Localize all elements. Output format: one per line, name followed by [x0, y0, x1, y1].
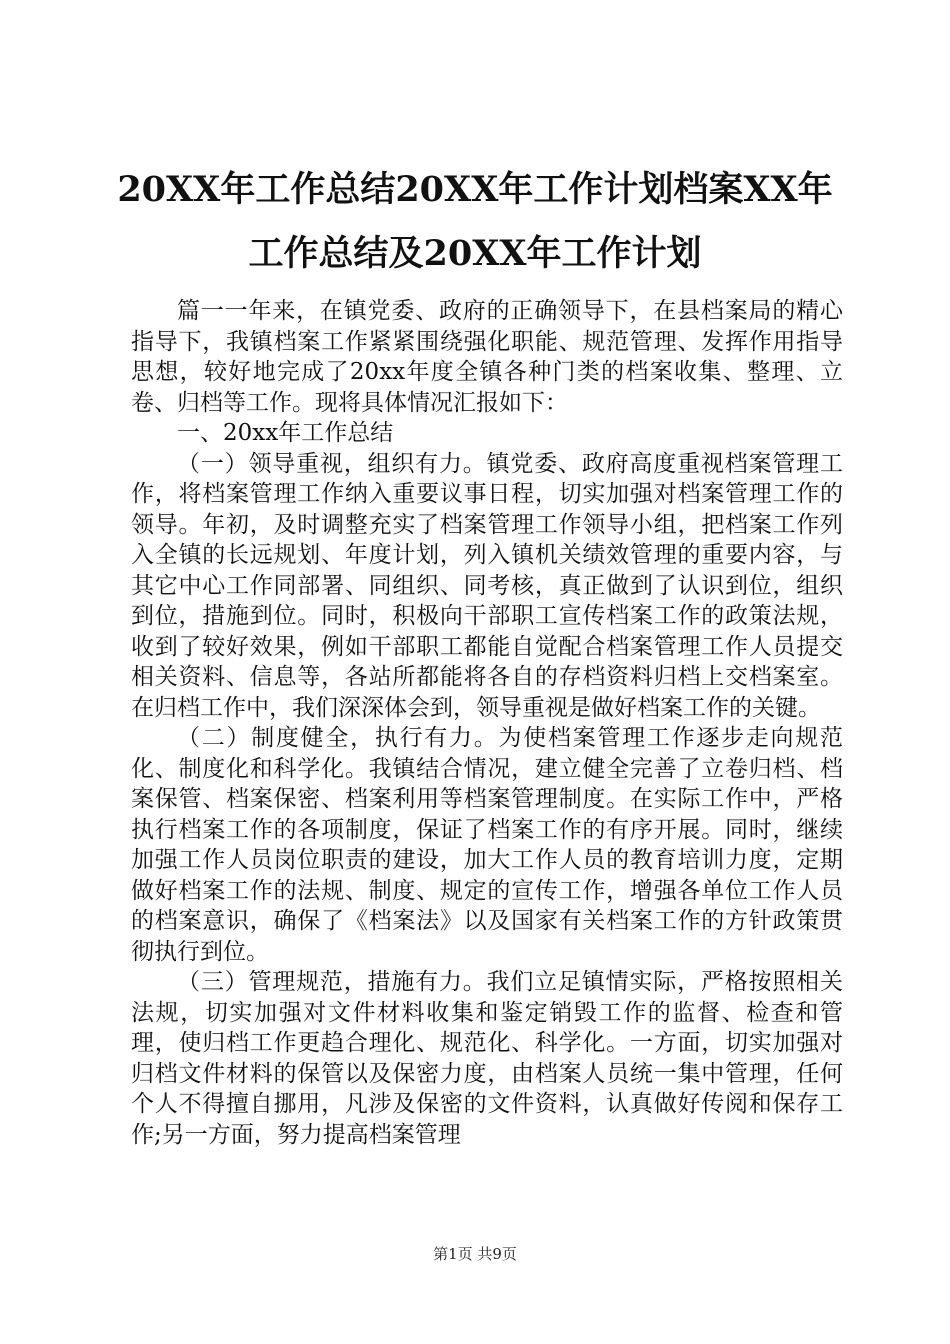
document-body [131, 296, 843, 1150]
document-title: 20XX年工作总结20XX年工作计划档案XX年工作总结及20XX年工作计划 [117, 169, 833, 274]
paragraph-system: （二）制度健全，执行有力。为使档案管理工作逐步走向规范化、制度化和科学化。我镇结合情况，建立健全完善了立卷归档、档案保管、档案保密、档案利用等档案管理制度。在实际工作中，严格执行档案工作的各项制度，保证了档案工作的有序开展。同时，继续加强工作人员岗位职责的建设，加大工作人员的教育培训力度，定期做好档案工作的法规、制度、规定的宣传工作，增强各单位工作人员的档案意识，确保了《档案法》以及国家有关档案工作的方针政策贯彻执行到位。 [131, 725, 843, 965]
intro-paragraph: 篇一一年来，在镇党委、政府的正确领导下，在县档案局的精心指导下，我镇档案工作紧紧围绕强化职能、规范管理、发挥作用指导思想，较好地完成了20xx年度全镇各种门类的档案收集、整理、立卷、归档等工作。现将具体情况汇报如下： [131, 298, 843, 416]
page-number-footer: 第1页 共9页 [433, 1245, 517, 1263]
paragraph-leadership: （一）领导重视，组织有力。镇党委、政府高度重视档案管理工作，将档案管理工作纳入重要议事日程，切实加强对档案管理工作的领导。年初，及时调整充实了档案管理工作领导小组，把档案工作列入全镇的长远规划、年度计划，列入镇机关绩效管理的重要内容，与其它中心工作同部署、同组织、同考核，真正做到了认识到位，组织到位，措施到位。同时，积极向干部职工宣传档案工作的政策法规，收到了较好效果，例如干部职工都能自觉配合档案管理工作人员提交相关资料、信息等，各站所都能将各自的存档资料归档上交档案室。在归档工作中，我们深深体会到，领导重视是做好档案工作的关键。 [131, 450, 843, 721]
section-heading: 一、20xx年工作总结 [177, 420, 394, 446]
paragraph-management: （三）管理规范，措施有力。我们立足镇情实际，严格按照相关法规，切实加强对文件材料收集和鉴定销毁工作的监督、检查和管理，使归档工作更趋合理化、规范化、科学化。一方面，切实加强对归档文件材料的保管以及保密力度，由档案人员统一集中管理，任何个人不得擅自挪用，凡涉及保密的文件资料，认真做好传阅和保存工作;另一方面，努力提高档案管理 [131, 969, 843, 1148]
